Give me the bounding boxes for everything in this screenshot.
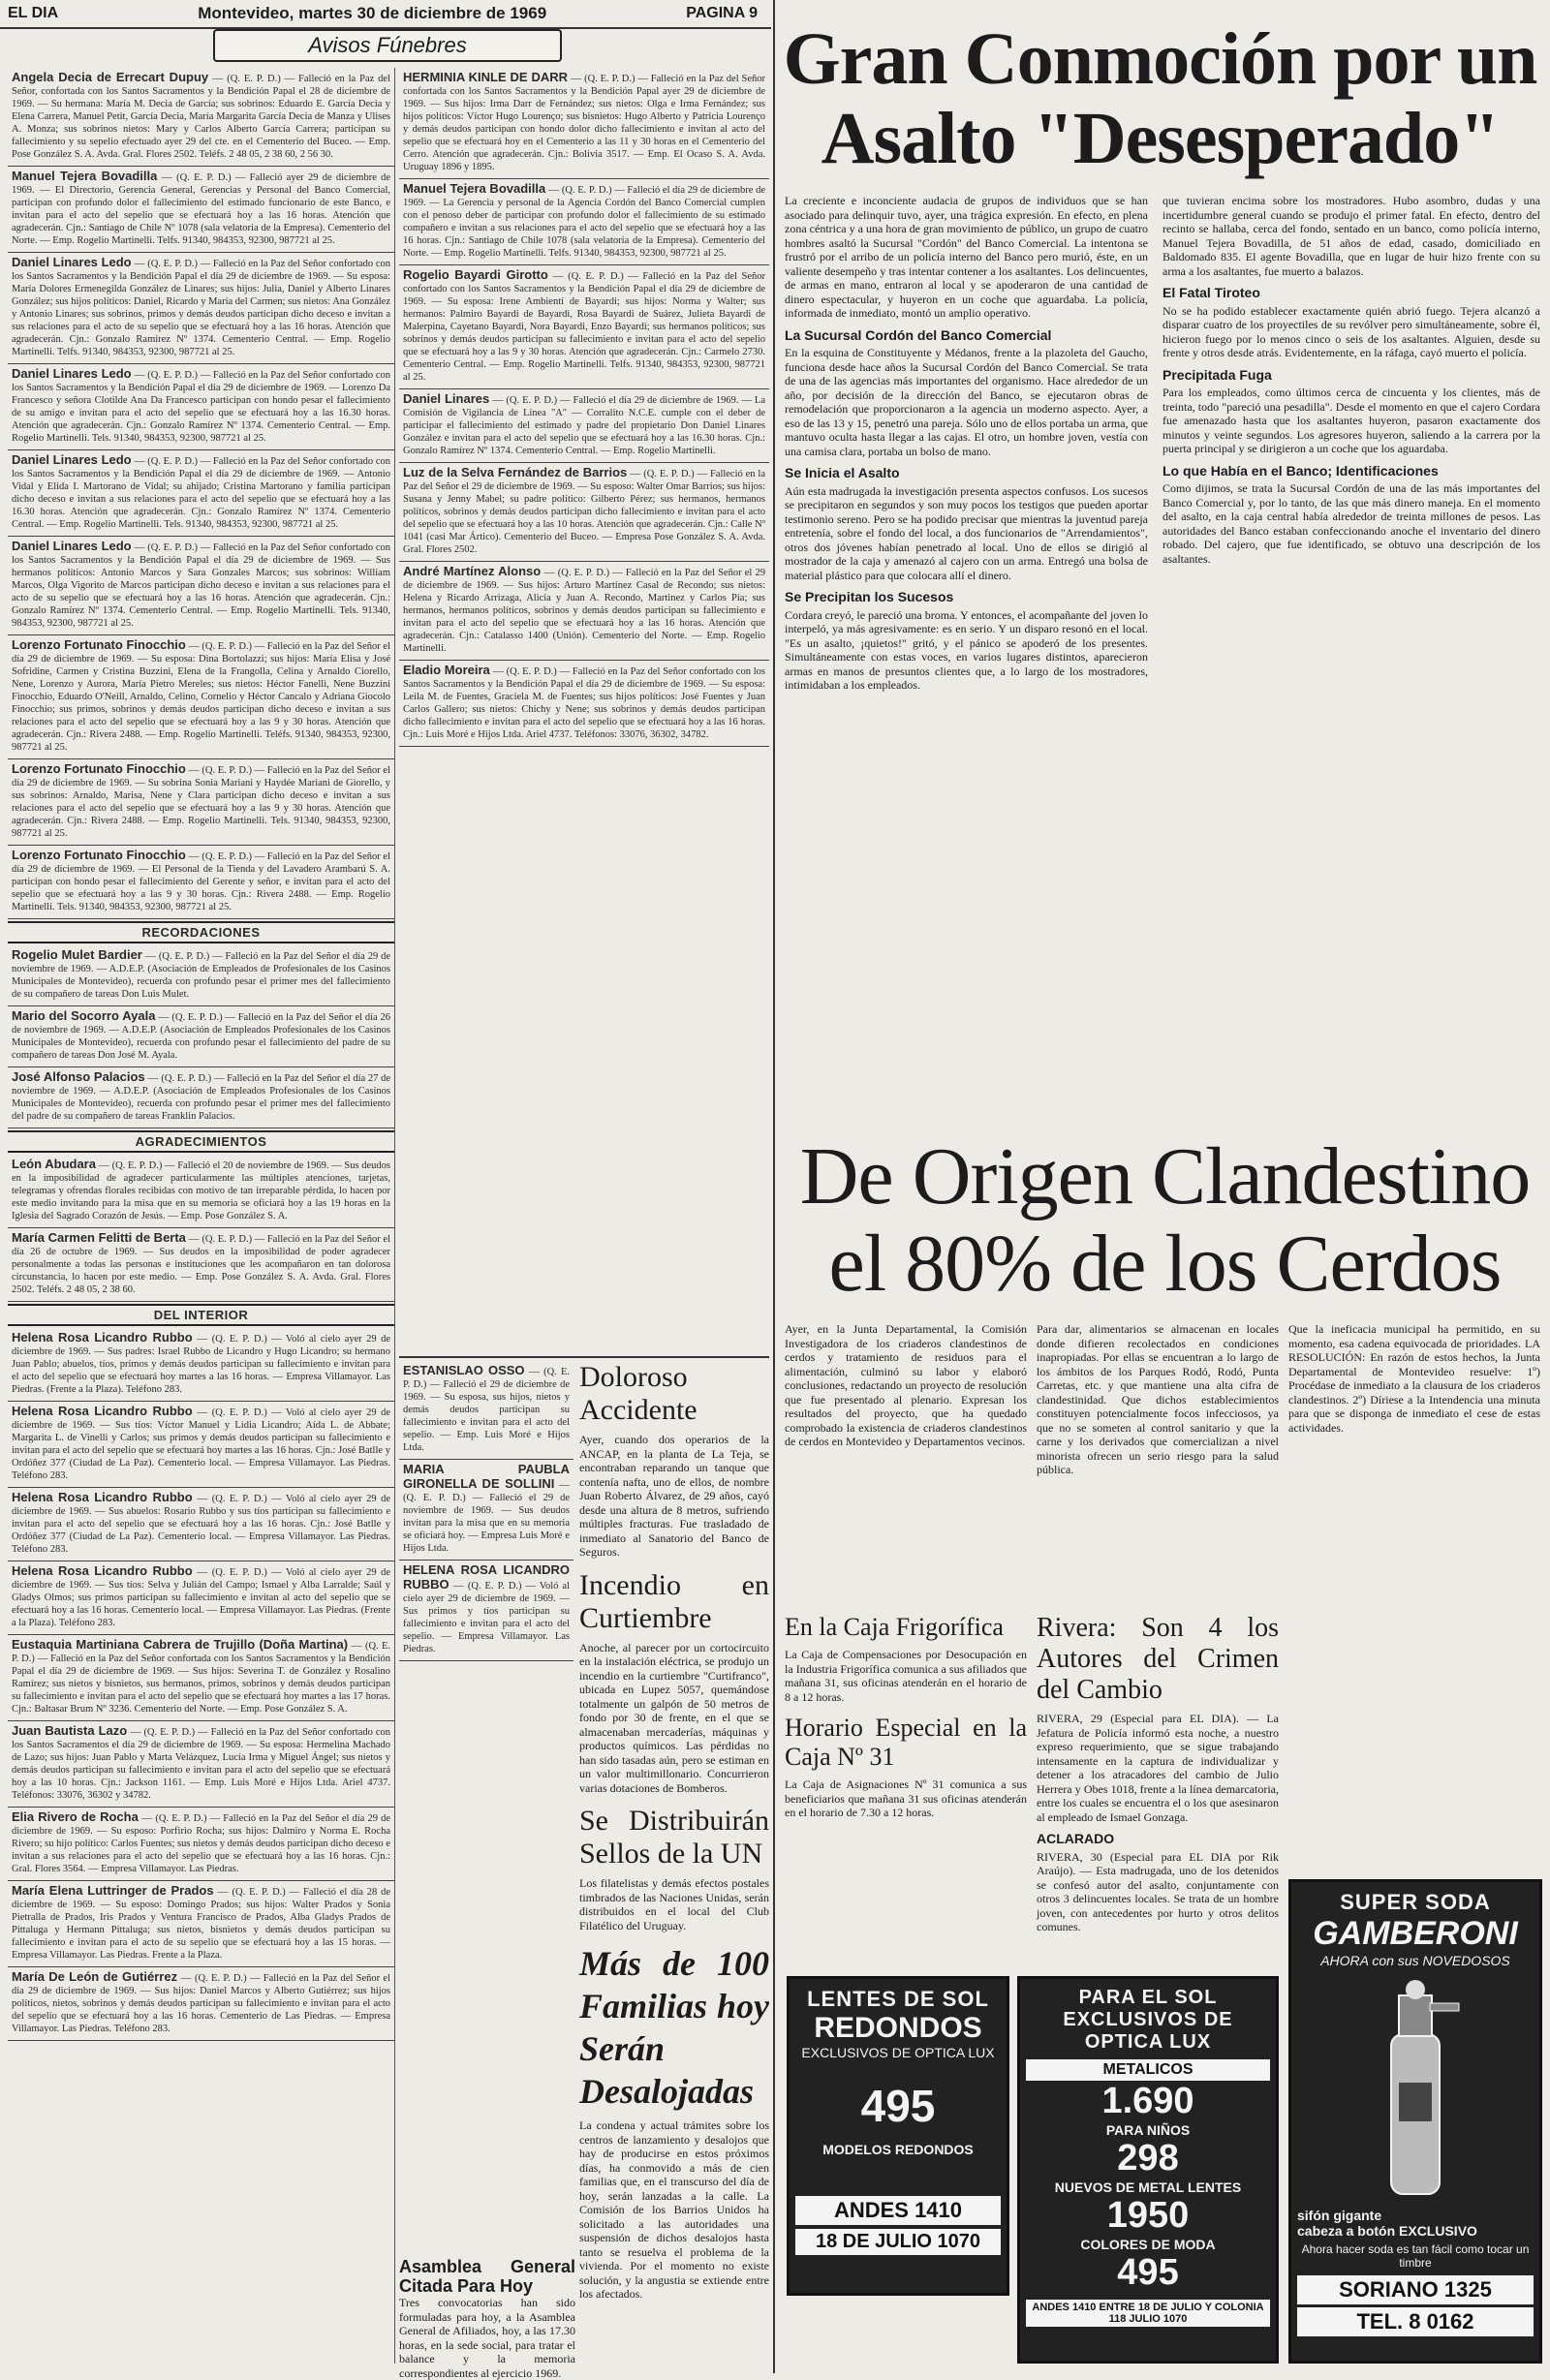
paper-name: EL DIA <box>8 5 59 21</box>
ad-optica-t1: PARA EL SOL EXCLUSIVOS DE OPTICA LUX <box>1063 1987 1233 2053</box>
notice-text: (Q. E. P. D.) — Falleció en la Paz del Señor el día 29 de noviembre de 1969. — A.D.E.P. (Asociación de Empleados de Profesionales de los Casinos Municipales de Montevideo), recuerda con profundo pesar el primer mes del fallecimiento de su compañero de tareas Don Luis Mulet. <box>12 951 391 1000</box>
notice-text: (Q. E. P. D.) — Falleció en la Paz del Señor confortado con los Santos Sacramentos y la Bendición Papal el día 29 de diciembre de 1969. — Sus hermanos políticos: Antonio Marcos y Sara Gonzales Marcos; sus sobrinos: William Marcos, Olga Vigorito de Marcos participan dicho deceso e invitan a sus relaciones para el acto de su sepelio que se efectuará hoy a las 16 horas. Atención que agradecerán. Cjn.: Gonzalo Ramírez Nº 1374. Cementerio Central. — Emp. Rogelio Martinelli. Tels. 91340, 984353, 92300, 987721 al 25. <box>12 542 391 629</box>
news-brief <box>579 1361 769 1560</box>
news-brief-text: Ayer, cuando dos operarios de la ANCAP, en la planta de La Teja, se encontraban reparando un tanque que contenía nafta, uno de ellos, de nombre Juan Roberto Álvarez, de 29 años, cayó desde una altura de 8 metros, sufriendo múltiples fracturas. Fue trasladado de inmediato al Sanatorio del Banco de Seguros. <box>579 1433 769 1559</box>
notice-name: Daniel Linares Ledo <box>12 366 132 381</box>
funeral-notice: Eustaquia Martiniana Cabrera de Trujillo (Doña Martina) — (Q. E. P. D.) — Falleció en la Paz del Señor confortada con los Santos Sacramentos y la Bendición Papal el día 29 de diciembre de 1969. — Sus hijos: Severina T. de González y Rosalino Ramírez; sus nietos y bisnietos, sus hermanos, primos, sobrinos y demás deudos participan su fallecimiento e invitan para el acto del sepelio que se efectuará hoy martes a las 17 horas. Cjn.: Baltasar Brum Nº 3236. Cementerio del Norte. — Emp. Pose González S. A. <box>8 1635 394 1721</box>
funeral-notice: Manuel Tejera Bovadilla — (Q. E. P. D.) — Falleció el día 29 de diciembre de 1969. — La Gerencia y personal de la Agencia Cordón del Banco Comercial cumplen con el penoso deber de participar con profundo dolor el fallecimiento de su estimado compañero e invitan a sus relaciones para el acto del sepelio que se efectuará hoy a las 16 horas. Cjn.: Santiago de Chile 1078 (sala velatoria de la Empresa). Cementerio del Norte. — Emp. Rogelio Martinelli. Telfs. 91340, 984353, 92300, 987721 al 25. <box>399 179 769 265</box>
notice-text: (Q. E. P. D.) — Falleció en la Paz del Señor el día 29 de diciembre de 1969. — Sus hijos: Daniel Marcos y Alberto Gutiérrez; sus hijos políticos, nietos, sobrinos y demás deudos participan su fallecimiento e invitan para el acto del sepelio que se efectuará hoy a las 16 horas. Cementerio de Las Piedras. — Empresa Villamayor. Las Piedras. Teléfono 283. <box>12 1973 391 2034</box>
ad-lentes-t3: EXCLUSIVOS DE OPTICA LUX <box>801 2045 995 2060</box>
funeral-notice: Daniel Linares Ledo — (Q. E. P. D.) — Falleció en la Paz del Señor confortado con los Santos Sacramentos y la Bendición Papal el día 29 de diciembre de 1969. — Lorenzo Da Francesco y señora Clotilde Ana Da Francesco participan con hondo pesar el fallecimiento de su amigo e invitan para el acto del sepelio que se efectuará hoy a las 16.30 horas. Atención que agradecerán. Cjn.: Gonzalo Ramírez Nº 1374. Cementerio Central. — Emp. Rogelio Martinelli. Tels. 91340, 984353, 92300, 987721 al 25. <box>8 364 394 450</box>
funeral-notice: ESTANISLAO OSSO — (Q. E. P. D.) — Falleció el 29 de diciembre de 1969. — Su esposa, sus hijos, nietos y demás deudos participan su fallecimiento e invitan para el acto del sepelio. — Emp. Luis Moré e Hijos Ltda. <box>399 1361 574 1460</box>
recordaciones-head: RECORDACIONES <box>8 921 394 943</box>
news-brief-text: La Caja de Asignaciones Nº 31 comunica a sus beneficiarios que mañana 31 sus oficinas atenderán en el horario de 7.30 a 12 horas. <box>785 1777 1027 1819</box>
notice-name: Daniel Linares Ledo <box>12 255 132 269</box>
funeral-column-right <box>399 68 769 1356</box>
notice-name: Lorenzo Fortunato Finocchio <box>12 637 186 652</box>
news-brief <box>785 1613 1027 1704</box>
funeral-notice: Lorenzo Fortunato Finocchio — (Q. E. P. D.) — Falleció en la Paz del Señor el día 29 de diciembre de 1969. — Su esposa: Dina Bortolazzi; sus hijos: María Elisa y José Sofridine, Carmen y Cristina Buzzini, Elena de la Frangolla, Celina y Arnaldo Ciorello, Nene, Lorenzo y Aurora, María Pietro Mereles; sus nietos: Héctor Fanelli, Nene Buzzini Finocchio, Eduardo O'Neill, Arnaldo, Celino, Cornelio y Héctor Cancalo y Adriana Giocolo Finocchio; sus primos, sobrinos y demás deudos participan dicho deceso e invitan a sus relaciones para el acto del sepelio que se efectuará hoy a las 9 y 30 horas. Atención que agradecerán. Cjn.: Rivera 2488. — Emp. Rogelio Martinelli. Teléfs. 91340, 984353, 92300, 987721 al 25. <box>8 635 394 759</box>
notice-name: Daniel Linares Ledo <box>12 452 132 467</box>
notice-name: Helena Rosa Licandro Rubbo <box>12 1490 193 1504</box>
notice-text: (Q. E. P. D.) — Falleció ayer 29 de diciembre de 1969. — El Directorio, Gerencia General, Gerencias y Personal del Banco Comercial, participan con profundo dolor el fallecimiento del estimado funcionario de este Banco, e invitan para el acto del sepelio que se efectuará hoy a las 16 horas. Atención que agradecerán. Cjn.: Santiago de Chile Nº 1078 (sala velatoria de la Empresa). Cementerio del Norte. — Emp. Rogelio Martinelli. Telfs. 91340, 984353, 92300, 987721 al 25. <box>12 172 391 246</box>
news-brief <box>785 1714 1027 1820</box>
news-brief-headline: En la Caja Frigorífica <box>785 1613 1004 1641</box>
desalojo-headline: Más de 100 Familias hoy Serán Desalojadas <box>579 1944 769 2111</box>
desalojo-story <box>579 1942 769 2302</box>
ad-optica-nuevos: NUEVOS DE METAL LENTES <box>1054 2179 1242 2195</box>
notice-name: Lorenzo Fortunato Finocchio <box>12 761 186 776</box>
funeral-notice: Helena Rosa Licandro Rubbo — (Q. E. P. D.) — Voló al cielo ayer 29 de diciembre de 1969. — Sus tíos: Selva y Julián del Campo; Ismael y Alba Larralde; Saúl y Gladys Olmos; sus primos participan su fallecimiento e invitan al acto del sepelio que se efectuará hoy a las 16 horas. Cementerio local. — Empresa Villamayor. Las Piedras. (Frente a la Plaza). Teléfono 283. <box>8 1561 394 1635</box>
ad-soda-addr: SORIANO 1325 <box>1297 2275 1534 2304</box>
main-story-lead: La creciente e inconciente audacia de grupos de individuos que se han asociado para delinquir tuvo, ayer, una trágica expresión. En efecto, en plena zona céntrica y a una hora de gran movimiento de público, un grupo de cuatro hombres asaltó la Sucursal "Cordón" del Banco Comercial. La intentona se frustró por el arribo de un policía interno del Banco pero murió, éste, en un valiente desempeño y tras intentar contener a los asaltantes. Los delincuentes, de armas en mano, entraron al local y se apoderaron de una cantidad de dinero espectacular, y huyeron en un coche que aguardaba. La policía, informada de inmediato, montó un amplio operativo. <box>785 194 1148 320</box>
main-headline: Gran Conmoción por un Asalto "Desesperado" <box>783 18 1537 179</box>
desalojo-text: La condena y actual trámites sobre los centros de lanzamiento y desalojos que hay de producirse en estos próximos días, ha conmovido a más de cien familias que, en el transcurso del día de hoy, serán lanzadas a la calle. La Comisión de los Barrios Unidos ha solicitado a las autoridades una suspensión de dichos desalojos hasta tanto se resuelva el problema de la vivienda. Por el momento no existe solución, y la angustia se extiende entre los afectados. <box>579 2118 769 2301</box>
notice-name: HERMINIA KINLE DE DARR <box>403 70 569 84</box>
notice-name: Helena Rosa Licandro Rubbo <box>12 1563 193 1578</box>
story-paragraph: En la esquina de Constituyente y Médanos, frente a la plazoleta del Gaucho, funciona desde hace años la Sucursal Cordón del Banco Comercial. Se trata de una de las agencias más importantes del organismo. Hace alrededor de un año, por decisión de la dirección del Banco, se ejecutaron obras de remodelación que proporcionaron a la agencia un moderno aspecto. Ayer, a eso de las 13 y 15, penetró una pareja. Sólo uno de ellos portaba un arma, que mantuvo oculta hasta llegar a las cajas. El otro, un hombre joven, vestía con una camisa clara, portaba un bolso de mano. <box>785 346 1148 458</box>
recordaciones-group <box>8 945 394 1128</box>
notice-text: (Q. E. P. D.) — Voló al cielo ayer 29 de diciembre de 1969. — Sus tíos: Víctor Manuel y Lidia Licandro; Aída L. de Abbate; Margarita L. de Vinelli y Carlos; sus primos y demás deudos participan su fallecimiento e invitan para el acto del sepelio que se efectuará hoy martes a las 16 horas. Cjn.: José Batlle y Ordóñez 377 (Ciudad de La Paz). Cementerio local. — Empresa Villamayor. Las Piedras. Teléfono 283. <box>12 1407 390 1481</box>
notice-text: (Q. E. P. D.) — Falleció en la Paz del Señor el 29 de diciembre de 1969. — Su esposo: Walter Omar Barrios; sus hijos: Susana y Jenny Mabel; su padre político: Gilberto Pérez; sus hermanos, hermanos políticos, sobrinos y demás deudos participan dicho fallecimiento e invitan para el acto del sepelio que se efectuará hoy a las 10 horas. Atención que agradecerán. Cjn.: Calle Nº 1041 (casi Mar Ártico). Cementerio del Buceo. — Empresa Pose González S. A. Avda. Gral. Flores 2502. <box>403 469 766 555</box>
funeral-notice: María Carmen Felitti de Berta — (Q. E. P. D.) — Falleció en la Paz del Señor el día 26 de octubre de 1969. — Sus deudos en la imposibilidad de poder agradecer personalmente a todas las personas e instituciones que les acompañaron en tan dolorosa circunstancia, lo hacen por este medio. — Emp. Pose González S. A. Avda. Gral. Flores 2502. Teléfs. 2 48 05, 2 38 60. <box>8 1228 394 1302</box>
ad-optica-p2: 298 <box>1117 2138 1179 2179</box>
caja-stories <box>785 1613 1027 1962</box>
section-rule <box>399 1356 769 1358</box>
funeral-notice: Helena Rosa Licandro Rubbo — (Q. E. P. D.) — Voló al cielo ayer 29 de diciembre de 1969. — Sus padres: Israel Rubbo de Licandro y Hugo Licandro; su hermano Juan Pablo; abuelos, tíos, primos y demás deudos participan su fallecimiento e invitan para el acto del sepelio que se efectuará hoy martes a las 16 horas. — Empresa Villamayor. Las Piedras. (Frente a la Plaza). Teléfono 283. <box>8 1328 394 1402</box>
ad-lentes-addr1: ANDES 1410 <box>795 2196 1001 2225</box>
aclarado-text: RIVERA, 30 (Especial para EL DIA por Rik Araújo). — Esta madrugada, uno de los detenidos se confesó autor del asalto, conjuntamente con otros 3 delincuentes locales. Se trata de un hombre joven, con antecedentes por hurto y otros delitos comunes. <box>1037 1849 1279 1933</box>
notice-text: (Q. E. P. D.) — Falleció en la Paz del Señor confortada con los Santos Sacramentos y la Bendición Papal ayer 29 de diciembre de 1969. — Sus hijos: Irma Darr de Fernández; sus nietos: Olga e Irma Fernández; sus hijos políticos: Víctor Hugo Lourenço; sus bisnietos: Hugo Alberto y Patricia Lourenço y demás deudos participan con hondo dolor dicho fallecimiento e invitan al acto del sepelio que se efectuará hoy en el Cementerio a las 11 y 30 horas en el Cementerio del Cerro. Atención que agradecerán. Cjn.: Bolivia 3517. — Emp. El Ocaso S. A. Avda. Uruguay 1896 y 1895. <box>403 74 766 172</box>
notice-text: (Q. E. P. D.) — Voló al cielo ayer 29 de diciembre de 1969. — Sus abuelos: Rosario Rubbo y sus tíos participan su fallecimiento e invitan para el acto del sepelio que se efectuará hoy a las 16 horas. Cjn.: José Batlle y Ordóñez 377 (Ciudad de La Paz). Cementerio local. — Empresa Villamayor. Las Piedras. Teléfono 283. <box>12 1494 390 1555</box>
ad-gamberoni-soda <box>1288 1879 1542 2364</box>
notice-name: José Alfonso Palacios <box>12 1069 145 1084</box>
funeral-notice: Eladio Moreira — (Q. E. P. D.) — Falleció en la Paz del Señor confortado con los Santos Sacramentos y la Bendición Papal el día 29 de diciembre de 1969. — Su esposa: Leila M. de Fuentes, Graciela M. de Fuentes; sus hijos políticos: José Fuentes y Juan Carlos Gallero; sus nietos: Chichy y Nene; sus sobrinos y demás deudos participan dicho fallecimiento e invitan para el acto del sepelio que se efectuará hoy a las 16 horas. Cjn.: Luis Moré e Hijos Ltda. Ariel 4737. Teléfonos: 33076, 36302, 34782. <box>399 661 769 747</box>
ad-lentes-modelos: MODELOS REDONDOS <box>822 2142 974 2157</box>
funeral-notice: Elia Rivero de Rocha — (Q. E. P. D.) — Falleció en la Paz del Señor el día 29 de diciembre de 1969. — Su esposo: Porfirio Rocha; sus hijos: Dalmiro y Norma E. Rocha Rivero; su hijo político: Carlos Fuentes; sus nietos y demás deudos participan dicho deceso e invitan a sus relaciones para el acto del sepelio que se efectuará hoy a las 16 horas. Cjn.: Gral. Flores 3564. — Empresa Villamayor. Las Piedras. <box>8 1808 394 1881</box>
news-brief-headline: Doloroso Accidente <box>579 1361 698 1426</box>
funeral-column-left <box>8 68 395 2364</box>
asamblea-story <box>399 2257 575 2380</box>
notice-name: HELENA ROSA LICANDRO RUBBO <box>403 1562 570 1592</box>
ad-lentes-redondos <box>787 1976 1009 2296</box>
ad-optica-p1: 1.690 <box>1101 2081 1194 2121</box>
notice-name: André Martínez Alonso <box>403 564 542 578</box>
news-brief-headline: Incendio en Curtiembre <box>579 1568 769 1634</box>
clandestino-text-2: Para dar, alimentarios se almacenan en locales donde difieren recolectados en condiciones inapropiadas. Por ellas se encuentran a lo largo de los ámbitos de los Parques Rodó, Rodó, Punta Carretas, etc. y que mantiene una alta cifra de clandestinidad. Que dichos establecimientos constituyen potencialmente focos infecciosos, ya que no se someten al control sanitario y que la carne y los derivados que comercializan a nivel minorista ofrecen un serio riesgo para la salud pública. <box>1037 1322 1279 1476</box>
siphon-bottle-icon <box>1362 1976 1469 2199</box>
small-notices-column <box>399 1361 574 2364</box>
notices-group-a2 <box>8 1635 394 2041</box>
notice-name: Lorenzo Fortunato Finocchio <box>12 848 186 862</box>
funeral-notice: HELENA ROSA LICANDRO RUBBO — (Q. E. P. D.) — Voló al cielo ayer 29 de diciembre de 1969. — Sus primos y tíos participan su fallecimiento e invitan para el acto del sepelio. — Empresa Villamayor. Las Piedras. <box>399 1561 574 1661</box>
notice-text: (Q. E. P. D.) — Falleció el día 29 de diciembre de 1969. — La Gerencia y personal de la Agencia Cordón del Banco Comercial cumplen con el penoso deber de participar con profundo dolor el fallecimiento de su estimado compañero e invitan a sus relaciones para el acto del sepelio que se efectuará hoy a las 16 horas. Cjn.: Santiago de Chile 1078 (sala velatoria de la Empresa). Cementerio del Norte. — Emp. Rogelio Martinelli. Telfs. 91340, 984353, 92300, 987721 al 25. <box>403 185 765 259</box>
funeral-notice: Luz de la Selva Fernández de Barrios — (Q. E. P. D.) — Falleció en la Paz del Señor el 29 de diciembre de 1969. — Su esposo: Walter Omar Barrios; sus hijos: Susana y Jenny Mabel; su padre político: Gilberto Pérez; sus hermanos, hermanos políticos, sobrinos y demás deudos participan dicho fallecimiento e invitan para el acto del sepelio que se efectuará hoy a las 10 horas. Atención que agradecerán. Cjn.: Calle Nº 1041 (casi Mar Ártico). Cementerio del Buceo. — Empresa Pose González S. A. Avda. Gral. Flores 2502. <box>399 463 769 562</box>
ad-lentes-price: 495 <box>860 2081 936 2131</box>
story-subhead: Lo que Había en el Banco; Identificaciones <box>1162 462 1439 479</box>
notice-name: Juan Bautista Lazo <box>12 1723 128 1738</box>
notice-name: León Abudara <box>12 1157 96 1171</box>
ad-optica-p3: 1950 <box>1106 2195 1190 2236</box>
notice-name: Helena Rosa Licandro Rubbo <box>12 1404 193 1418</box>
story-paragraph: Cordara creyó, le pareció una broma. Y entonces, el acompañante del joven lo interpeló, ya más agresivamente: es en serio. Y un disparo resonó en el local. "Es un asalto, ¡quietos!" gritó, y el pánico se apoderó de los presentes. Simultáneamente con estas voces, en varios lugares distintos, aparecieron armas en manos de presuntos clientes que, a lo largo de los mostradores, intimidaban a los empleados. <box>785 607 1148 692</box>
ad-soda-b3: Ahora hacer soda es tan fácil como tocar un timbre <box>1301 2242 1530 2270</box>
notice-name: ESTANISLAO OSSO <box>403 1363 525 1377</box>
notice-text: (Q. E. P. D.) — Falleció el día 29 de diciembre de 1969. — La Comisión de Vigilancia de Línea "A" — Corralito N.C.E. cumple con el deber de participar el fallecimiento del estimado y padre del propietario Don Daniel Linares González e invitan para el acto del sepelio que se efectuará hoy a las 16.30 horas. Cjn.: Gonzalo Ramírez Nº 1374. Cementerio Central. — Emp. Rogelio Martinelli. <box>403 395 765 456</box>
page-number: PAGINA 9 <box>686 5 758 21</box>
notice-text: (Q. E. P. D.) — Voló al cielo ayer 29 de diciembre de 1969. — Sus primos y tíos participan su fallecimiento e invitan para el acto del sepelio. — Empresa Villamayor. Las Piedras. <box>403 1581 570 1654</box>
notice-name: Eustaquia Martiniana Cabrera de Trujillo (Doña Martina) <box>12 1637 349 1652</box>
notice-text: (Q. E. P. D.) — Falleció en la Paz del Señor confortado con los Santos Sacramentos y la Bendición Papal el día 29 de diciembre de 1969. — Antonio Vidal y Elida I. Martorano de Vidal; su ahijado; Cristina Martorano y familia participan dicho deceso e invitan a sus relaciones para el acto del sepelio que se efectuará hoy a las 16.30 horas. Atención que agradecerán. Cjn.: Gonzalo Ramírez Nº 1374. Cementerio Central. — Emp. Rogelio Martinelli. Tels. 91340, 984353, 92300, 987721 al 25. <box>12 456 391 530</box>
notice-text: (Q. E. P. D.) — Falleció en la Paz del Señor el día 29 de diciembre de 1969. — Su sobrina Sonia Mariani y Haydée Mariani de Giorello, y sus sobrinos: Arnaldo, Marisa, Nene y Clara participan dicho deceso e invitan a sus relaciones para el acto del sepelio que se efectuará hoy a las 9 y 30 horas. Atención que agradecerán. Cjn.: Rivera 2488. — Emp. Rogelio Martinelli. Tels. 91340, 984353, 92300, 987721 al 25. <box>12 765 390 839</box>
notice-text: (Q. E. P. D.) — Falleció en la Paz del Señor el día 27 de noviembre de 1969. — A.D.E.P. (Asociación de Empleados Profesionales de los Casinos Municipales de Montevideo), recuerda con profundo pesar el primer mes del fallecimiento del padre de su compañero de tareas Franklin Palacios. <box>12 1073 391 1122</box>
funeral-notice: HERMINIA KINLE DE DARR — (Q. E. P. D.) — Falleció en la Paz del Señor confortada con los Santos Sacramentos y la Bendición Papal ayer 29 de diciembre de 1969. — Sus hijos: Irma Darr de Fernández; sus nietos: Olga e Irma Fernández; sus hijos políticos: Víctor Hugo Lourenço; sus bisnietos: Hugo Alberto y Patricia Lourenço y demás deudos participan con hondo dolor dicho fallecimiento e invitan al acto del sepelio que se efectuará hoy en el Cementerio a las 11 y 30 horas en el Cementerio del Cerro. Atención que agradecerán. Cjn.: Bolivia 3517. — Emp. El Ocaso S. A. Avda. Uruguay 1896 y 1895. <box>399 68 769 179</box>
funeral-notice: Helena Rosa Licandro Rubbo — (Q. E. P. D.) — Voló al cielo ayer 29 de diciembre de 1969. — Sus tíos: Víctor Manuel y Lidia Licandro; Aída L. de Abbate; Margarita L. de Vinelli y Carlos; sus primos y demás deudos participan su fallecimiento e invitan para el acto del sepelio que se efectuará hoy martes a las 16 horas. Cjn.: José Batlle y Ordóñez 377 (Ciudad de La Paz). Cementerio local. — Empresa Villamayor. Las Piedras. Teléfono 283. <box>8 1402 394 1488</box>
funeral-notice: Manuel Tejera Bovadilla — (Q. E. P. D.) — Falleció ayer 29 de diciembre de 1969. — El Directorio, Gerencia General, Gerencias y Personal del Banco Comercial, participan con profundo dolor el fallecimiento del estimado funcionario de este Banco, e invitan para el acto del sepelio que se efectuará hoy a las 16 horas. Atención que agradecerán. Cjn.: Santiago de Chile Nº 1078 (sala velatoria de la Empresa). Cementerio del Norte. — Emp. Rogelio Martinelli. Telfs. 91340, 984353, 92300, 987721 al 25. <box>8 167 394 253</box>
ad-soda-b2: cabeza a botón EXCLUSIVO <box>1297 2223 1477 2239</box>
notice-text: (Q. E. P. D.) — Falleció en la Paz del Señor el día 29 de diciembre de 1969. — El Personal de la Tienda y del Lavadero Arambarú S. A. participan con hondo pesar el fallecimiento del Gerente y señor, e invitan para el acto del sepelio que se efectuará hoy a las 9 y 30 horas. Cjn.: Rivera 2488. — Emp. Rogelio Martinelli. Tels. 91340, 984353, 92300, 987721 al 25. <box>12 851 390 912</box>
notice-name: Daniel Linares <box>403 391 490 406</box>
notices-group-b <box>399 68 769 747</box>
avisos-title: Avisos Fúnebres <box>213 29 562 62</box>
clandestino-text-3: Que la ineficacia municipal ha permitido, en su momento, esa cadena equivocada de prioridades. LA RESOLUCIÓN: En razón de estos hechos, la Junta Departamental de Montevideo resuelve: 1º) Procédase de inmediato a la clausura de los criaderos clandestinos. 2º) Díriese a la Intendencia una minuta para que se disponga de inmediato el cese de estas actividades. <box>1288 1322 1540 1435</box>
small-notices-group <box>399 1361 574 1661</box>
main-story-sections-left <box>785 328 1148 693</box>
funeral-notice: José Alfonso Palacios — (Q. E. P. D.) — Falleció en la Paz del Señor el día 27 de noviembre de 1969. — A.D.E.P. (Asociación de Empleados Profesionales de los Casinos Municipales de Montevideo), recuerda con profundo pesar el primer mes del fallecimiento del padre de su compañero de tareas Franklin Palacios. <box>8 1067 394 1128</box>
notice-text: (Q. E. P. D.) — Falleció en la Paz del Señor el día 26 de noviembre de 1969. — A.D.E.P. (Asociación de Empleados Profesionales de los Casinos Municipales de Montevideo), recuerda con profundo pesar el fallecimiento del padre de su compañero de tareas Don José M. Ayala. <box>12 1012 391 1061</box>
clandestino-headline: De Origen Clandestino el 80% de los Cerdos <box>799 1131 1531 1309</box>
funeral-notice: Rogelio Mulet Bardier — (Q. E. P. D.) — Falleció en la Paz del Señor el día 29 de noviembre de 1969. — A.D.E.P. (Asociación de Empleados de Profesionales de los Casinos Municipales de Montevideo), recuerda con profundo pesar el primer mes del fallecimiento de su compañero de tareas Don Luis Mulet. <box>8 945 394 1006</box>
funeral-notice: Daniel Linares Ledo — (Q. E. P. D.) — Falleció en la Paz del Señor confortado con los Santos Sacramentos y la Bendición Papal el día 29 de diciembre de 1969. — Su esposa: María Dolores Ermenegilda González de Linares; sus hijos: Julia, Daniel y Alberto Linares González; sus hijos políticos: Daniel, Ricardo y María del Carmen; sus nietos: Ana González y Antonio Linares; sus sobrinos, primos y demás deudos participan dicho deceso e invitan a sus relaciones para el acto de su sepelio que se efectuará hoy a las 16 horas. Atención que agradecerán. Cjn.: Gonzalo Ramírez Nº 1374. Cementerio Central. — Emp. Rogelio Martinelli. Telfs. 91340, 984353, 92300, 987721 al 25. <box>8 253 394 364</box>
agradecimientos-group <box>8 1155 394 1302</box>
story-paragraph: Aún esta madrugada la investigación presenta aspectos confusos. Los sucesos se precipitaron en segundos y son muy pocos los testigos que pueden aportar testimonio sereno. Pero se ha podido precisar que mientras la juventud pareja entretenía, sobre el fondo del local, a dos funcionarios de "Arrendamientos", otros dos jóvenes habían penetrado al local. Uno de ellos se dirigió al mostrador de la caja y amenazó al cajero con un arma. Entregó una bolsa de material plástico para que colocara allí el dinero. <box>785 483 1148 582</box>
clandestino-text-1: Ayer, en la Junta Departamental, la Comisión Investigadora de los criaderos clandestinos de cerdos y tratamiento de residuos para el alimentación, culminó su labor y elaboró conclusiones, redactando un proyecto de resolución que fue presentado al plenario. Expresan los resultados del proyecto, que ha quedado comprobado la existencia de criaderos clandestinos de cerdos en Montevideo y Departamentos vecinos. <box>785 1322 1027 1448</box>
story-subhead: El Fatal Tiroteo <box>1162 285 1260 300</box>
notice-text: (Q. E. P. D.) — Falleció en la Paz del Señor confortado con los Santos Sacramentos y la Bendición Papal el día 29 de diciembre de 1969. — Su esposa: Irene Ambientí de Bayardi; sus hijos: Norma y Walter; sus hermanos: Palmiro Bayardi de Bayardi, Rosa Bayardi de Suárez, Julieta Bayardi de Malerpina, Cayetano Bayardi, Nora Bayardi, Enzo Bayardi; sus hermanos políticos; sus sobrinos y demás deudos participan su fallecimiento e invitan para el acto del sepelio que se efectuará hoy a las 9 y 30 horas. Atención que agradecerán. Cjn.: Carmelo 2730. Cementerio Central. — Emp. Rogelio Martinelli. Telfs. 91340, 984353, 92300, 987721 al 25. <box>403 271 766 383</box>
side-news-column <box>579 1361 769 2301</box>
column-divider <box>773 0 775 2373</box>
ad-soda-tel: TEL. 8 0162 <box>1297 2307 1534 2336</box>
notice-text: (Q. E. P. D.) — Falleció en la Paz del Señor el 29 de diciembre de 1969. — Sus hijos: Arturo Martínez Casal de Recondo; sus nietos: Helena y Ricardo Arrizaga, Alicia y Juan A. Recondo, Martinez y Carlos Pía; sus hermanos, hermanos políticos, sobrinos y demás deudos participan su fallecimiento e invitan para el acto del sepelio que se efectuará hoy a las 16 horas. Atención que agradecerán. Cjn.: Catalasso 1400 (Unión). Cementerio del Norte. — Emp. Rogelio Martinelli. <box>403 568 766 654</box>
notice-name: Rogelio Bayardi Girotto <box>403 267 548 282</box>
notice-name: Manuel Tejera Bovadilla <box>12 169 158 183</box>
ad-optica-p4: 495 <box>1117 2252 1179 2293</box>
ad-soda-t1: SUPER SODA <box>1340 1890 1491 1914</box>
ad-optica-lux <box>1017 1976 1279 2364</box>
notice-name: Angela Decia de Errecart Dupuy <box>12 70 209 84</box>
notice-name: Manuel Tejera Bovadilla <box>403 181 546 196</box>
ad-lentes-t1: LENTES DE SOL <box>807 1987 989 2011</box>
news-brief <box>579 1805 769 1932</box>
funeral-notice: Daniel Linares — (Q. E. P. D.) — Falleció el día 29 de diciembre de 1969. — La Comisión de Vigilancia de Línea "A" — Corralito N.C.E. cumple con el deber de participar el fallecimiento del estimado y padre del propietario Don Daniel Linares González e invitan para el acto del sepelio que se efectuará hoy a las 16.30 horas. Cjn.: Gonzalo Ramírez Nº 1374. Cementerio Central. — Emp. Rogelio Martinelli. <box>399 389 769 463</box>
notice-name: María Elena Luttringer de Prados <box>12 1883 214 1898</box>
notice-text: (Q. E. P. D.) — Voló al cielo ayer 29 de diciembre de 1969. — Sus padres: Israel Rubbo de Licandro y Hugo Licandro; su hermano Juan Pablo; abuelos, tíos, primos y demás deudos participan su fallecimiento e invitan para el acto del sepelio que se efectuará hoy martes a las 16 horas. — Empresa Villamayor. Las Piedras. (Frente a la Plaza). Teléfono 283. <box>12 1334 390 1395</box>
funeral-notice: María De León de Gutiérrez — (Q. E. P. D.) — Falleció en la Paz del Señor el día 29 de diciembre de 1969. — Sus hijos: Daniel Marcos y Alberto Gutiérrez; sus hijos políticos, nietos, sobrinos y demás deudos participan su fallecimiento e invitan para el acto del sepelio que se efectuará hoy a las 16 horas. Cementerio de Las Piedras. — Empresa Villamayor. Las Piedras. Teléfono 283. <box>8 1967 394 2041</box>
notice-text: (Q. E. P. D.) — Voló al cielo ayer 29 de diciembre de 1969. — Sus tíos: Selva y Julián del Campo; Ismael y Alba Larralde; Saúl y Gladys Olmos; sus primos participan su fallecimiento e invitan al acto del sepelio que se efectuará hoy a las 16 horas. Cementerio local. — Empresa Villamayor. Las Piedras. (Frente a la Plaza). Teléfono 283. <box>12 1567 390 1628</box>
aclarado-head: ACLARADO <box>1037 1831 1115 1846</box>
news-brief-headline: Se Distribuirán Sellos de la UN <box>579 1805 769 1870</box>
notice-text: (Q. E. P. D.) — Falleció en la Paz del Señor confortado con los Santos Sacramentos el día 29 de diciembre de 1969. — Su esposa: Hermelina Machado de Lazo; sus hijos: Juan Pablo y Marta Velázquez, Lucía Irma y Miguel Ángel; sus nietos y demás deudos participan su fallecimiento e invitan para el acto del sepelio que se efectuará hoy a las 10 horas. Cjn.: Jackson 1161. — Emp. Luis Moré e Hijos Ltda. Ariel 4737. Teléfonos: 33076, 36302 y 34782. <box>12 1727 391 1801</box>
funeral-notice: Rogelio Bayardi Girotto — (Q. E. P. D.) — Falleció en la Paz del Señor confortado con los Santos Sacramentos y la Bendición Papal el día 29 de diciembre de 1969. — Su esposa: Irene Ambientí de Bayardi; sus hijos: Norma y Walter; sus hermanos: Palmiro Bayardi de Bayardi, Rosa Bayardi de Suárez, Julieta Bayardi de Malerpina, Cayetano Bayardi, Nora Bayardi, Enzo Bayardi; sus hermanos políticos; sus sobrinos y demás deudos participan su fallecimiento e invitan para el acto del sepelio que se efectuará hoy a las 9 y 30 horas. Atención que agradecerán. Cjn.: Carmelo 2730. Cementerio Central. — Emp. Rogelio Martinelli. Telfs. 91340, 984353, 92300, 987721 al 25. <box>399 265 769 389</box>
news-brief-text: La Caja de Compensaciones por Desocupación en la Industria Frigorífica comunica a sus afiliados que mañana 31, sus oficinas atenderán en el horario de 8 a 12 horas. <box>785 1648 1027 1704</box>
notice-text: (Q. E. P. D.) — Falleció en la Paz del Señor confortado con los Santos Sacramentos y la Bendición Papal el día 29 de diciembre de 1969. — Lorenzo Da Francesco y señora Clotilde Ana Da Francesco participan con hondo pesar el fallecimiento de su amigo e invitan para el acto del sepelio que se efectuará hoy a las 16.30 horas. Atención que agradecerán. Cjn.: Gonzalo Ramírez Nº 1374. Cementerio Central. — Emp. Rogelio Martinelli. Tels. 91340, 984353, 92300, 987721 al 25. <box>12 370 391 444</box>
masthead <box>0 0 765 27</box>
funeral-notice: León Abudara — (Q. E. P. D.) — Falleció el 20 de noviembre de 1969. — Sus deudos en la imposibilidad de agradecer particularmente las múltiples atenciones, tarjetas, telegramas y ofrendas florales recibidas con motivo de tan irreparable pérdida, lo hacen por este medio invitando para la misa que en su memoria se oficiará hoy a las 19 horas en la Iglesia del Sagrado Corazón de Jesús. — Emp. Pose González S. A. <box>8 1155 394 1228</box>
notice-name: Elia Rivero de Rocha <box>12 1809 139 1824</box>
ad-optica-redondos: PARA NIÑOS <box>1105 2122 1191 2138</box>
notice-name: María De León de Gutiérrez <box>12 1969 178 1984</box>
notice-name: MARIA PAUBLA GIRONELLA DE SOLLINI <box>403 1462 570 1491</box>
funeral-notice: André Martínez Alonso — (Q. E. P. D.) — Falleció en la Paz del Señor el 29 de diciembre de 1969. — Sus hijos: Arturo Martínez Casal de Recondo; sus nietos: Helena y Ricardo Arrizaga, Alicia y Juan A. Recondo, Martinez y Carlos Pía; sus hermanos, hermanos políticos, sobrinos y demás deudos participan su fallecimiento e invitan para el acto del sepelio que se efectuará hoy a las 16 horas. Atención que agradecerán. Cjn.: Catalasso 1400 (Unión). Cementerio del Norte. — Emp. Rogelio Martinelli. <box>399 562 769 661</box>
ad-optica-colores: COLORES DE MODA <box>1080 2237 1216 2252</box>
rivera-story <box>1037 1613 1279 1962</box>
issue-date: Montevideo, martes 30 de diciembre de 1969 <box>198 4 547 22</box>
news-brief <box>579 1569 769 1796</box>
main-story-sections-right <box>1162 286 1540 566</box>
notice-text: (Q. E. P. D.) — Falleció el 29 de noviembre de 1969. — Sus deudos invitan para la misa que en su memoria se oficiará hoy. — Empresa Luis Moré e Hijos Ltda. <box>403 1493 570 1554</box>
notice-text: (Q. E. P. D.) — Falleció el día 28 de diciembre de 1969. — Su esposo: Domingo Prados; sus hijos: Walter Prados y Sonia Pietralla de Prados, Iris Prados y Ventura Francisco de Prados, Alba Gladys Prados de Pittaluga y Hermann Pittaluga; sus nietos, bisnietos y demás deudos participan su fallecimiento e invitan para el acto de su sepelio que se efectuará hoy a las 15 horas. — Empresa Villamayor. Las Piedras. Frente a la Plaza. <box>12 1887 391 1961</box>
notice-name: Helena Rosa Licandro Rubbo <box>12 1330 193 1345</box>
funeral-notice: Mario del Socorro Ayala — (Q. E. P. D.) — Falleció en la Paz del Señor el día 26 de noviembre de 1969. — A.D.E.P. (Asociación de Empleados Profesionales de los Casinos Municipales de Montevideo), recuerda con profundo pesar el fallecimiento del padre de su compañero de tareas Don José M. Ayala. <box>8 1006 394 1067</box>
ad-optica-addr: ANDES 1410 ENTRE 18 DE JULIO Y COLONIA 118 JULIO 1070 <box>1026 2300 1270 2327</box>
main-story-left <box>785 194 1148 1124</box>
story-paragraph: No se ha podido establecer exactamente quién abrió fuego. Tejera alcanzó a disparar cuatro de los proyectiles de su revólver pero simultáneamente, sobre él, hicieron fuego por lo menos cinco o seis de los asaltantes. Alguien, desde su frente y otros desde atrás. Evidentemente, en la ráfaga, cayó muerto el policía. <box>1162 303 1540 359</box>
funeral-notice: Lorenzo Fortunato Finocchio — (Q. E. P. D.) — Falleció en la Paz del Señor el día 29 de diciembre de 1969. — Su sobrina Sonia Mariani y Haydée Mariani de Giorello, y sus sobrinos: Arnaldo, Marisa, Nene y Clara participan dicho deceso e invitan a sus relaciones para el acto del sepelio que se efectuará hoy a las 9 y 30 horas. Atención que agradecerán. Cjn.: Rivera 2488. — Emp. Rogelio Martinelli. Tels. 91340, 984353, 92300, 987721 al 25. <box>8 759 394 846</box>
funeral-notice: Daniel Linares Ledo — (Q. E. P. D.) — Falleció en la Paz del Señor confortado con los Santos Sacramentos y la Bendición Papal el día 29 de diciembre de 1969. — Antonio Vidal y Elida I. Martorano de Vidal; su ahijado; Cristina Martorano y familia participan dicho deceso e invitan a sus relaciones para el acto del sepelio que se efectuará hoy a las 16.30 horas. Atención que agradecerán. Cjn.: Gonzalo Ramírez Nº 1374. Cementerio Central. — Emp. Rogelio Martinelli. Tels. 91340, 984353, 92300, 987721 al 25. <box>8 450 394 537</box>
ad-soda-b1: sifón gigante <box>1297 2208 1382 2223</box>
rivera-text: RIVERA, 29 (Especial para EL DIA). — La Jefatura de Policía informó esta noche, a nuestro expreso requerimiento, que se sigue trabajando intensamente en la captura de individualizar y detener a los atracadores del cambio de Julio Herrera y Obes 1018, frente a la línea demarcatoria, entre los cuales se encuentra el o los que asesinaron al empleado de Ismael Gonzaga. <box>1037 1712 1279 1824</box>
notice-name: Daniel Linares Ledo <box>12 539 132 553</box>
notice-text: (Q. E. P. D.) — Falleció en la Paz del Señor el día 26 de octubre de 1969. — Sus deudos en la imposibilidad de poder agradecer personalmente a todas las personas e instituciones que les acompañaron en tan dolorosa circunstancia, lo hacen por este medio. — Emp. Pose González S. A. Avda. Gral. Flores 2502. Teléfs. 2 48 05, 2 38 60. <box>12 1234 391 1295</box>
news-brief-text: Anoche, al parecer por un cortocircuito en la instalación eléctrica, se produjo un incendio en la curtiembre "Curtifranco", ubicada en Lupez 5057, quemándose totalmente un galpón de 50 metros de fondo por 30 de frente, en el que se almacenaban mercaderías, máquinas y productos químicos. Las pérdidas no han sido tasadas aún, pero se estiman en un valor multimillonario. Concurrieron varias dotaciones de Bomberos. <box>579 1640 769 1795</box>
funeral-notice: María Elena Luttringer de Prados — (Q. E. P. D.) — Falleció el día 28 de diciembre de 1969. — Su esposo: Domingo Prados; sus hijos: Walter Prados y Sonia Pietralla de Prados, Iris Prados y Ventura Francisco de Prados, Alba Gladys Prados de Pittaluga y Hermann Pittaluga; sus nietos, bisnietos y demás deudos participan su fallecimiento e invitan para el acto de su sepelio que se efectuará hoy a las 15 horas. — Empresa Villamayor. Las Piedras. Frente a la Plaza. <box>8 1881 394 1967</box>
news-brief-text: Los filatelistas y demás efectos postales timbrados de las Naciones Unidas, serán distribuidos en el local del Club Filatélico del Uruguay. <box>579 1876 769 1932</box>
funeral-notice: Helena Rosa Licandro Rubbo — (Q. E. P. D.) — Voló al cielo ayer 29 de diciembre de 1969. — Sus abuelos: Rosario Rubbo y sus tíos participan su fallecimiento e invitan para el acto del sepelio que se efectuará hoy a las 16 horas. Cjn.: José Batlle y Ordóñez 377 (Ciudad de La Paz). Cementerio local. — Empresa Villamayor. Las Piedras. Teléfono 283. <box>8 1488 394 1561</box>
funeral-notice: Juan Bautista Lazo — (Q. E. P. D.) — Falleció en la Paz del Señor confortado con los Santos Sacramentos el día 29 de diciembre de 1969. — Su esposa: Hermelina Machado de Lazo; sus hijos: Juan Pablo y Marta Velázquez, Lucía Irma y Miguel Ángel; sus nietos y demás deudos participan su fallecimiento e invitan para el acto del sepelio que se efectuará hoy a las 10 horas. Cjn.: Jackson 1161. — Emp. Luis Moré e Hijos Ltda. Ariel 4737. Teléfonos: 33076, 36302 y 34782. <box>8 1721 394 1808</box>
interior-head: DEL INTERIOR <box>8 1304 394 1326</box>
ad-soda-t2: GAMBERONI <box>1313 1915 1518 1952</box>
notice-text: (Q. E. P. D.) — Falleció en la Paz del Señor confortado con los Santos Sacramentos y la Bendición Papal el día 29 de diciembre de 1969. — Su esposa: María Dolores Ermenegilda González de Linares; sus hijos: Julia, Daniel y Alberto Linares González; sus hijos políticos: Daniel, Ricardo y María del Carmen; sus nietos: Ana González y Antonio Linares; sus sobrinos, primos y demás deudos participan dicho deceso e invitan a sus relaciones para el acto de su sepelio que se efectuará hoy a las 16 horas. Atención que agradecerán. Cjn.: Gonzalo Ramírez Nº 1374. Cementerio Central. — Emp. Rogelio Martinelli. Telfs. 91340, 984353, 92300, 987721 al 25. <box>12 259 391 357</box>
interior-group <box>8 1328 394 1635</box>
notice-name: Mario del Socorro Ayala <box>12 1008 156 1023</box>
notice-name: Luz de la Selva Fernández de Barrios <box>403 465 628 479</box>
asamblea-headline: Asamblea General Citada Para Hoy <box>399 2257 575 2296</box>
notice-text: (Q. E. P. D.) — Falleció el 20 de noviembre de 1969. — Sus deudos en la imposibilidad de agradecer particularmente las múltiples atenciones, tarjetas, telegramas y ofrendas florales recibidas con motivo de tan irreparable pérdida, lo hacen por este medio invitando para la misa que en su memoria se oficiará hoy a las 19 horas en la Iglesia del Sagrado Corazón de Jesús. — Emp. Pose González S. A. <box>12 1160 390 1221</box>
funeral-notice: MARIA PAUBLA GIRONELLA DE SOLLINI — (Q. E. P. D.) — Falleció el 29 de noviembre de 1969. — Sus deudos invitan para la misa que en su memoria se oficiará hoy. — Empresa Luis Moré e Hijos Ltda. <box>399 1460 574 1561</box>
funeral-notice: Daniel Linares Ledo — (Q. E. P. D.) — Falleció en la Paz del Señor confortado con los Santos Sacramentos y la Bendición Papal el día 29 de diciembre de 1969. — Sus hermanos políticos: Antonio Marcos y Sara Gonzales Marcos; sus sobrinos: William Marcos, Olga Vigorito de Marcos participan dicho deceso e invitan a sus relaciones para el acto de su sepelio que se efectuará hoy a las 16 horas. Atención que agradecerán. Cjn.: Gonzalo Ramírez Nº 1374. Cementerio Central. — Emp. Rogelio Martinelli. Tels. 91340, 984353, 92300, 987721 al 25. <box>8 537 394 635</box>
notice-text: (Q. E. P. D.) — Falleció en la Paz del Señor, confortada con los Santos Sacramentos y la Bendición Papal el 28 de diciembre de 1969. — Su hermana: María M. Decia de García; sus sobrinos: Eduardo E. García Decia y Elena Carrera, Manuel Petit, García Decia, María Margarita García Decia de Manza y Ulises A. Monza; sus sobrinos nietos: Mary y Carlos Alberto García Carrera; participan su fallecimiento y su sepelio efectuado ayer 29 del cte. en el Cementerio del Buceo. — Emp. Pose González S. A. Avda. Gral. Flores 2502. Teléfs. 2 48 05, 2 38 60, 2 56 30. <box>12 74 391 160</box>
caja-group <box>785 1613 1027 1820</box>
ad-lentes-t2: REDONDOS <box>814 2012 982 2044</box>
funeral-notice: Angela Decia de Errecart Dupuy — (Q. E. P. D.) — Falleció en la Paz del Señor, confortada con los Santos Sacramentos y la Bendición Papal el 28 de diciembre de 1969. — Su hermana: María M. Decia de García; sus sobrinos: Eduardo E. García Decia y Elena Carrera, Manuel Petit, García Decia, María Margarita García Decia de Manza y Ulises A. Monza; sus sobrinos nietos: Mary y Carlos Alberto García Carrera; participan su fallecimiento y su sepelio efectuado ayer 29 del cte. en el Cementerio del Buceo. — Emp. Pose González S. A. Avda. Gral. Flores 2502. Teléfs. 2 48 05, 2 38 60, 2 56 30. <box>8 68 394 167</box>
notices-group-a <box>8 68 394 919</box>
notice-name: Rogelio Mulet Bardier <box>12 947 142 962</box>
ad-optica-metal: METALICOS <box>1026 2059 1270 2081</box>
story-subhead: Precipitada Fuga <box>1162 366 1272 383</box>
agradecimientos-head: AGRADECIMIENTOS <box>8 1130 394 1153</box>
story-subhead: Se Precipitan los Sucesos <box>785 589 954 604</box>
story-paragraph: Para los empleados, como últimos cerca de cincuenta y los clientes, más de treinta, todo "pareció una pesadilla". Desde el momento en que el cajero Cordara fue amenazado hasta que los asaltantes huyeron, pasaron exactamente dos minutos y veinte segundos. Los agresores huyeron, saliendo a la carrera por la puerta principal y se dirigieron a un coche que los aguardaba. <box>1162 386 1540 455</box>
asamblea-text: Tres convocatorias han sido formuladas para hoy, a la Asamblea General de Afiliados, hoy, a las 17.30 horas, en la sede social, para tratar el balance y la memoria correspondientes al ejercicio 1969. <box>399 2296 575 2380</box>
notice-text: (Q. E. P. D.) — Falleció en la Paz del Señor el día 29 de diciembre de 1969. — Su esposa: Dina Bortolazzi; sus hijos: María Elisa y José Sofridine, Carmen y Cristina Buzzini, Elena de la Frangolla, Celina y Arnaldo Ciorello, Nene, Lorenzo y Aurora, María Pietro Mereles; sus nietos: Héctor Fanelli, Nene Buzzini Finocchio, Eduardo O'Neill, Arnaldo, Celino, Cornelio y Héctor Cancalo y Adriana Giocolo Finocchio; sus primos, sobrinos y demás deudos participan dicho deceso e invitan a sus relaciones para el acto del sepelio que se efectuará hoy a las 9 y 30 horas. Atención que agradecerán. Cjn.: Rivera 2488. — Emp. Rogelio Martinelli. Teléfs. 91340, 984353, 92300, 987721 al 25. <box>12 641 390 753</box>
story-subhead: Se Inicia el Asalto <box>785 465 900 480</box>
main-story-continuation: que tuvieran encima sobre los mostradores. Hubo asombro, dudas y una incertidumbre general cuando se produjo el primer fatal. En efecto, dentro del recinto se hallaba, cerca del fondo, sentado en un banco, como policía interno, Manuel Tejera Bovadilla, de 51 años de edad, casado, domiciliado en Baldomado 835. El agente Bovadilla, que en lugar de huir hizo frente con su arma a los asaltantes, fue muerto a balazos. <box>1162 194 1540 278</box>
rivera-headline: Rivera: Son 4 los Autores del Crimen del Cambio <box>1037 1613 1279 1705</box>
news-brief-headline: Horario Especial en la Caja Nº 31 <box>785 1714 1027 1771</box>
notice-text: (Q. E. P. D.) — Falleció en la Paz del Señor confortado con los Santos Sacramentos y la Bendición Papal el día 29 de diciembre de 1969. — Su esposa: Leila M. de Fuentes, Graciela M. de Fuentes; sus hijos políticos: José Fuentes y Juan Carlos Gallero; sus nietos: Chichy y Nene; sus sobrinos y demás deudos participan dicho fallecimiento e invitan para el acto del sepelio que se efectuará hoy a las 16 horas. Cjn.: Luis Moré e Hijos Ltda. Ariel 4737. Teléfonos: 33076, 36302, 34782. <box>403 666 765 740</box>
notice-text: (Q. E. P. D.) — Falleció el 29 de diciembre de 1969. — Su esposa, sus hijos, nietos y demás deudos participan su fallecimiento e invitan para el acto del sepelio. — Emp. Luis Moré e Hijos Ltda. <box>403 1367 570 1453</box>
story-subhead: La Sucursal Cordón del Banco Comercial <box>785 326 1052 343</box>
funeral-notice: Lorenzo Fortunato Finocchio — (Q. E. P. D.) — Falleció en la Paz del Señor el día 29 de diciembre de 1969. — El Personal de la Tienda y del Lavadero Arambarú S. A. participan con hondo pesar el fallecimiento del Gerente y señor, e invitan para el acto del sepelio que se efectuará hoy a las 9 y 30 horas. Cjn.: Rivera 2488. — Emp. Rogelio Martinelli. Tels. 91340, 984353, 92300, 987721 al 25. <box>8 846 394 919</box>
main-story-right <box>1162 194 1540 1124</box>
notice-text: (Q. E. P. D.) — Falleció en la Paz del Señor el día 29 de diciembre de 1969. — Su esposo: Porfirio Rocha; sus hijos: Dalmiro y Norma E. Rocha Rivero; su hijo político: Carlos Fuentes; sus nietos y demás deudos participan dicho deceso e invitan a sus relaciones para el acto del sepelio que se efectuará hoy a las 16 horas. Cjn.: Gral. Flores 3564. — Empresa Villamayor. Las Piedras. <box>12 1813 391 1874</box>
story-paragraph: Como dijimos, se trata la Sucursal Cordón de una de las más importantes del Banco Comercial y, por lo tanto, de las que más dinero maneja. En el momento del asalto, en la caja central había alrededor de treinta millones de pesos. Las autoridades del Banco estaban confeccionando anoche el inventario del dinero robado. Del cajero, que fue identificado, se obtuvo una descripción de los asaltantes. <box>1162 481 1540 566</box>
ad-lentes-addr2: 18 DE JULIO 1070 <box>795 2229 1001 2255</box>
notice-name: María Carmen Felitti de Berta <box>12 1230 186 1245</box>
notice-text: (Q. E. P. D.) — Falleció en la Paz del Señor confortada con los Santos Sacramentos y la Bendición Papal el día 29 de diciembre de 1969. — Sus hijos: Severina T. de González y Rosalino Ramírez; sus nietos y bisnietos, sus hermanos, primos, sobrinos y demás deudos participan su fallecimiento e invitan para el acto del sepelio que se efectuará hoy martes a las 17 horas. Cjn.: Baltasar Brum Nº 3236. Cementerio del Norte. — Emp. Pose González S. A. <box>12 1641 391 1715</box>
ad-soda-t3: AHORA con sus NOVEDOSOS <box>1320 1953 1510 1968</box>
notice-name: Eladio Moreira <box>403 663 490 677</box>
side-news-group <box>579 1361 769 1932</box>
